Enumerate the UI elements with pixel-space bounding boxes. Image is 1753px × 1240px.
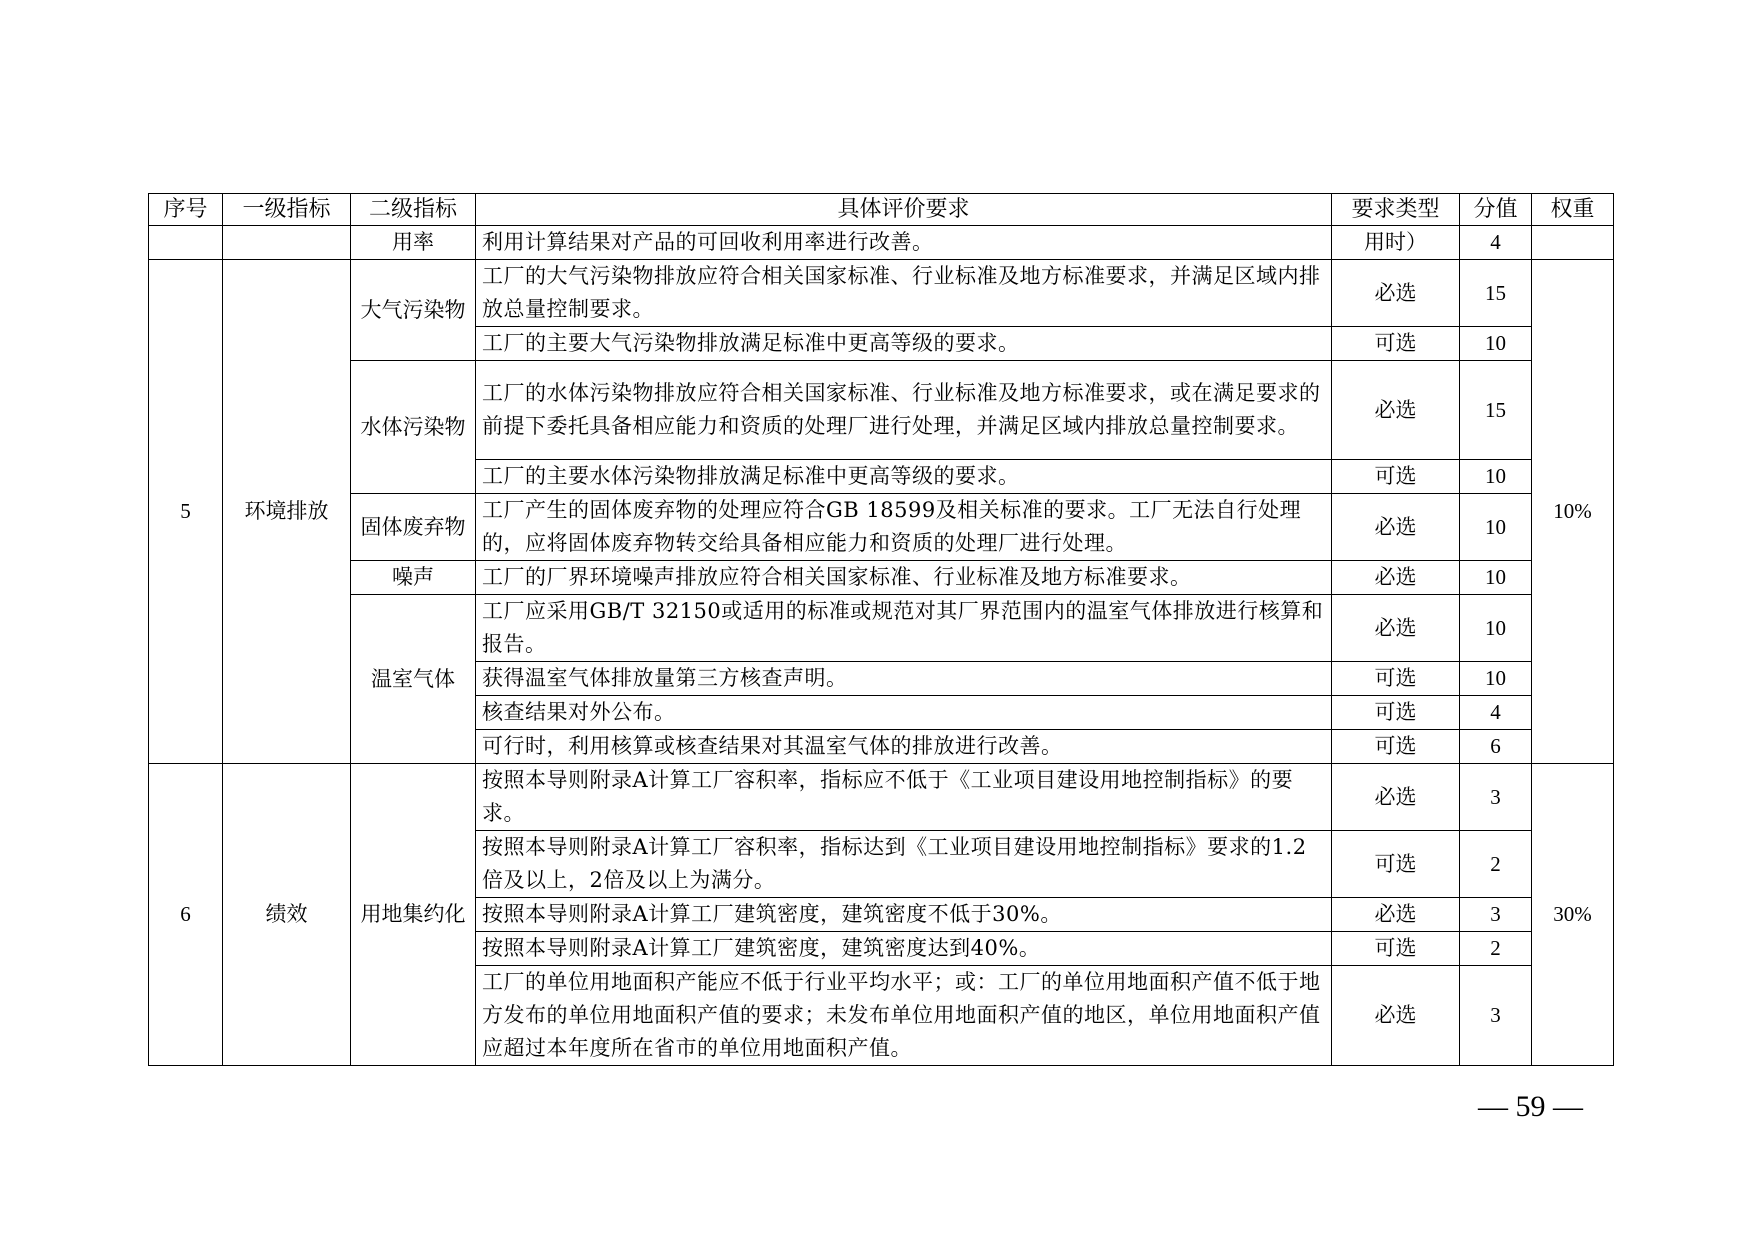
cell-requirement: 工厂的水体污染物排放应符合相关国家标准、行业标准及地方标准要求，或在满足要求的前提下委托具备相应能力和资质的处理厂进行处理，并满足区域内排放总量控制要求。 [476, 361, 1332, 460]
cell-score: 10 [1460, 561, 1532, 595]
cell-secondary: 噪声 [351, 561, 476, 595]
cell-requirement: 工厂的主要大气污染物排放满足标准中更高等级的要求。 [476, 327, 1332, 361]
cell-requirement: 可行时，利用核算或核查结果对其温室气体的排放进行改善。 [476, 730, 1332, 764]
cell-type: 可选 [1332, 730, 1460, 764]
cell-type: 用时） [1332, 226, 1460, 260]
cell-score: 3 [1460, 966, 1532, 1066]
cell-secondary: 用率 [351, 226, 476, 260]
cell-no [149, 226, 223, 260]
cell-primary: 环境排放 [223, 260, 351, 764]
cell-score: 2 [1460, 932, 1532, 966]
cell-type: 必选 [1332, 595, 1460, 662]
cell-type: 可选 [1332, 831, 1460, 898]
cell-type: 必选 [1332, 966, 1460, 1066]
cell-type: 必选 [1332, 561, 1460, 595]
header-no: 序号 [149, 194, 223, 226]
cell-score: 15 [1460, 260, 1532, 327]
cell-requirement: 利用计算结果对产品的可回收利用率进行改善。 [476, 226, 1332, 260]
cell-type: 可选 [1332, 932, 1460, 966]
cell-score: 3 [1460, 898, 1532, 932]
cell-requirement: 工厂的单位用地面积产能应不低于行业平均水平；或：工厂的单位用地面积产值不低于地方发布的单位用地面积产值的要求；未发布单位用地面积产值的地区，单位用地面积产值应超过本年度所在省市的单位用地面积产值。 [476, 966, 1332, 1066]
header-score: 分值 [1460, 194, 1532, 226]
cell-type: 必选 [1332, 898, 1460, 932]
cell-type: 必选 [1332, 764, 1460, 831]
cell-type: 可选 [1332, 460, 1460, 494]
table-row [149, 764, 1614, 831]
cell-type: 可选 [1332, 327, 1460, 361]
cell-requirement: 工厂产生的固体废弃物的处理应符合GB 18599及相关标准的要求。工厂无法自行处理的，应将固体废弃物转交给具备相应能力和资质的处理厂进行处理。 [476, 494, 1332, 561]
cell-secondary: 温室气体 [351, 595, 476, 764]
cell-score: 4 [1460, 696, 1532, 730]
cell-requirement: 按照本导则附录A计算工厂容积率，指标达到《工业项目建设用地控制指标》要求的1.2倍及以上，2倍及以上为满分。 [476, 831, 1332, 898]
cell-no: 5 [149, 260, 223, 764]
page-number: — 59 — [1478, 1090, 1583, 1123]
cell-type: 可选 [1332, 662, 1460, 696]
cell-requirement: 工厂的厂界环境噪声排放应符合相关国家标准、行业标准及地方标准要求。 [476, 561, 1332, 595]
table-row [149, 260, 1614, 327]
cell-score: 10 [1460, 595, 1532, 662]
header-requirement-type: 要求类型 [1332, 194, 1460, 226]
cell-score: 2 [1460, 831, 1532, 898]
header-primary-indicator: 一级指标 [223, 194, 351, 226]
cell-secondary: 水体污染物 [351, 361, 476, 494]
cell-no: 6 [149, 764, 223, 1066]
cell-type: 必选 [1332, 260, 1460, 327]
cell-requirement: 按照本导则附录A计算工厂容积率，指标应不低于《工业项目建设用地控制指标》的要求。 [476, 764, 1332, 831]
header-weight: 权重 [1532, 194, 1614, 226]
header-secondary-indicator: 二级指标 [351, 194, 476, 226]
table-header-row [149, 194, 1614, 226]
cell-requirement: 工厂的大气污染物排放应符合相关国家标准、行业标准及地方标准要求，并满足区域内排放总量控制要求。 [476, 260, 1332, 327]
cell-score: 10 [1460, 662, 1532, 696]
cell-requirement: 工厂应采用GB/T 32150或适用的标准或规范对其厂界范围内的温室气体排放进行核算和报告。 [476, 595, 1332, 662]
cell-score: 4 [1460, 226, 1532, 260]
cell-secondary: 用地集约化 [351, 764, 476, 1066]
cell-requirement: 工厂的主要水体污染物排放满足标准中更高等级的要求。 [476, 460, 1332, 494]
cell-score: 10 [1460, 327, 1532, 361]
cell-primary [223, 226, 351, 260]
cell-requirement: 按照本导则附录A计算工厂建筑密度，建筑密度达到40%。 [476, 932, 1332, 966]
cell-score: 15 [1460, 361, 1532, 460]
cell-score: 3 [1460, 764, 1532, 831]
cell-weight: 30% [1532, 764, 1614, 1066]
cell-type: 必选 [1332, 494, 1460, 561]
cell-weight: 10% [1532, 260, 1614, 764]
cell-secondary: 固体废弃物 [351, 494, 476, 561]
cell-requirement: 按照本导则附录A计算工厂建筑密度，建筑密度不低于30%。 [476, 898, 1332, 932]
cell-requirement: 获得温室气体排放量第三方核查声明。 [476, 662, 1332, 696]
cell-score: 6 [1460, 730, 1532, 764]
cell-score: 10 [1460, 460, 1532, 494]
table-row [149, 494, 1614, 561]
table-row [149, 226, 1614, 260]
cell-requirement: 核查结果对外公布。 [476, 696, 1332, 730]
cell-primary: 绩效 [223, 764, 351, 1066]
table-row [149, 361, 1614, 460]
table-row [149, 595, 1614, 662]
cell-score: 10 [1460, 494, 1532, 561]
evaluation-table [148, 193, 1614, 1066]
cell-secondary: 大气污染物 [351, 260, 476, 361]
cell-weight [1532, 226, 1614, 260]
table-row [149, 561, 1614, 595]
header-requirement: 具体评价要求 [476, 194, 1332, 226]
cell-type: 可选 [1332, 696, 1460, 730]
cell-type: 必选 [1332, 361, 1460, 460]
